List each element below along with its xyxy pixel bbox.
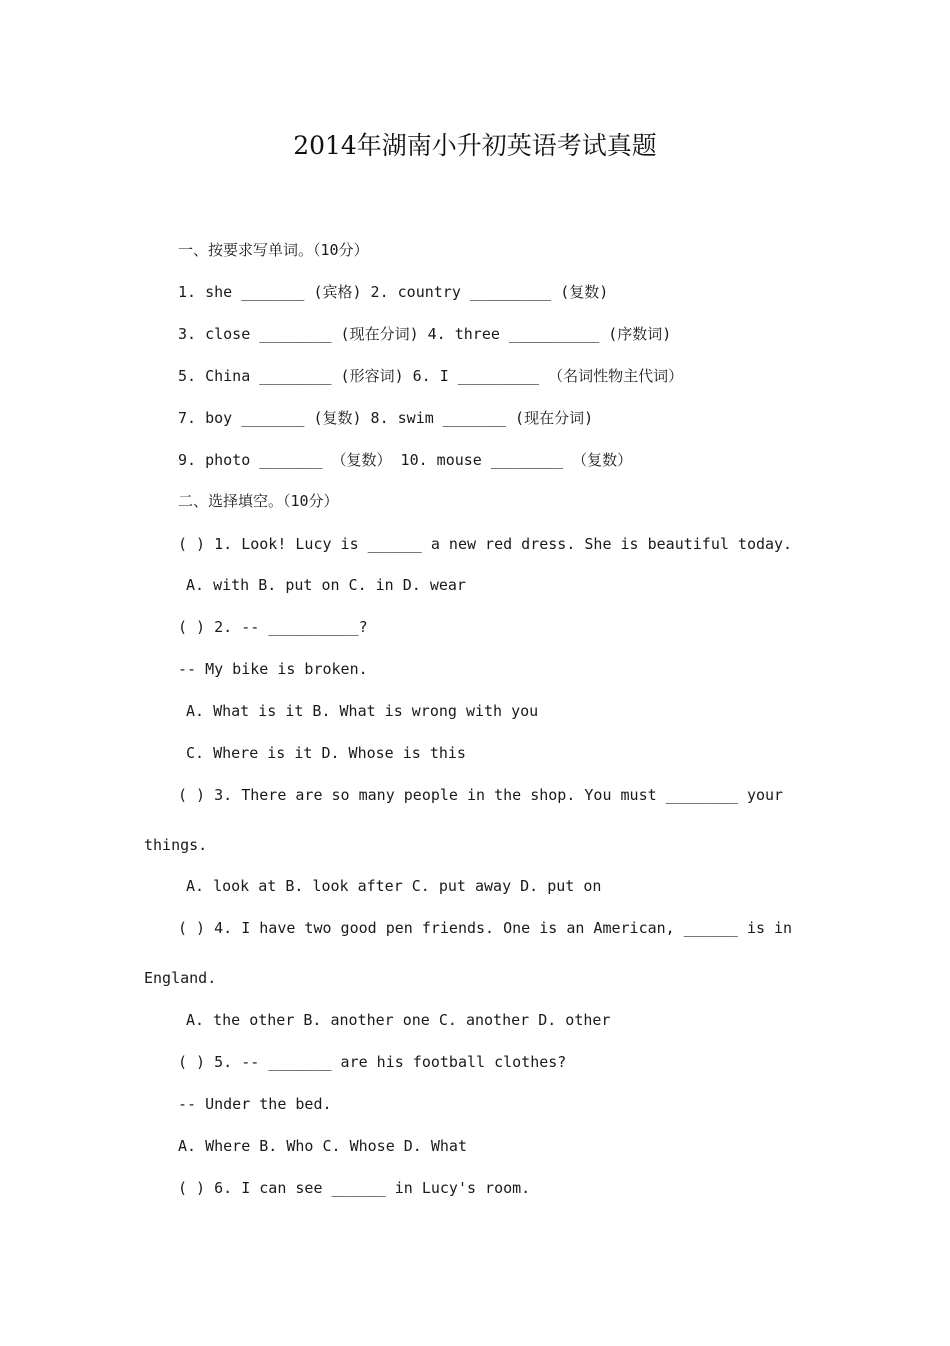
question-continuation: things. — [144, 836, 208, 854]
question-line: ( ) 3. There are so many people in the shop. You must ________ your — [178, 786, 784, 804]
section-heading-2: 二、选择填空。（10分） — [178, 492, 339, 510]
question-line: ( ) 4. I have two good pen friends. One is an American, ______ is in — [178, 919, 793, 937]
question-continuation: England. — [144, 969, 217, 987]
question-line: ( ) 6. I can see ______ in Lucy's room. — [178, 1179, 531, 1197]
question-line: 9. photo _______ （复数） 10. mouse ________ （复数） — [178, 451, 633, 469]
question-line: 3. close ________ (现在分词) 4. three __________ (序数词) — [178, 325, 672, 343]
question-line: 5. China ________ (形容词) 6. I _________ （名词性物主代词） — [178, 367, 684, 385]
option-line: A. Where B. Who C. Whose D. What — [178, 1137, 467, 1155]
option-line: A. the other B. another one C. another D. other — [186, 1011, 611, 1029]
section-heading-1: 一、按要求写单词。（10分） — [178, 241, 369, 259]
dialogue-line: -- My bike is broken. — [178, 660, 368, 678]
option-line: A. with B. put on C. in D. wear — [186, 576, 466, 594]
question-line: ( ) 2. -- __________? — [178, 618, 368, 636]
question-line: 1. she _______ (宾格) 2. country _________ (复数) — [178, 283, 609, 301]
question-line: ( ) 1. Look! Lucy is ______ a new red dress. She is beautiful today. — [178, 535, 793, 553]
option-line: C. Where is it D. Whose is this — [186, 744, 466, 762]
question-line: ( ) 5. -- _______ are his football clothes? — [178, 1053, 567, 1071]
question-line: 7. boy _______ (复数) 8. swim _______ (现在分词) — [178, 409, 594, 427]
option-line: A. What is it B. What is wrong with you — [186, 702, 539, 720]
option-line: A. look at B. look after C. put away D. put on — [186, 877, 602, 895]
page-title: 2014年湖南小升初英语考试真题 — [293, 131, 657, 160]
dialogue-line: -- Under the bed. — [178, 1095, 332, 1113]
